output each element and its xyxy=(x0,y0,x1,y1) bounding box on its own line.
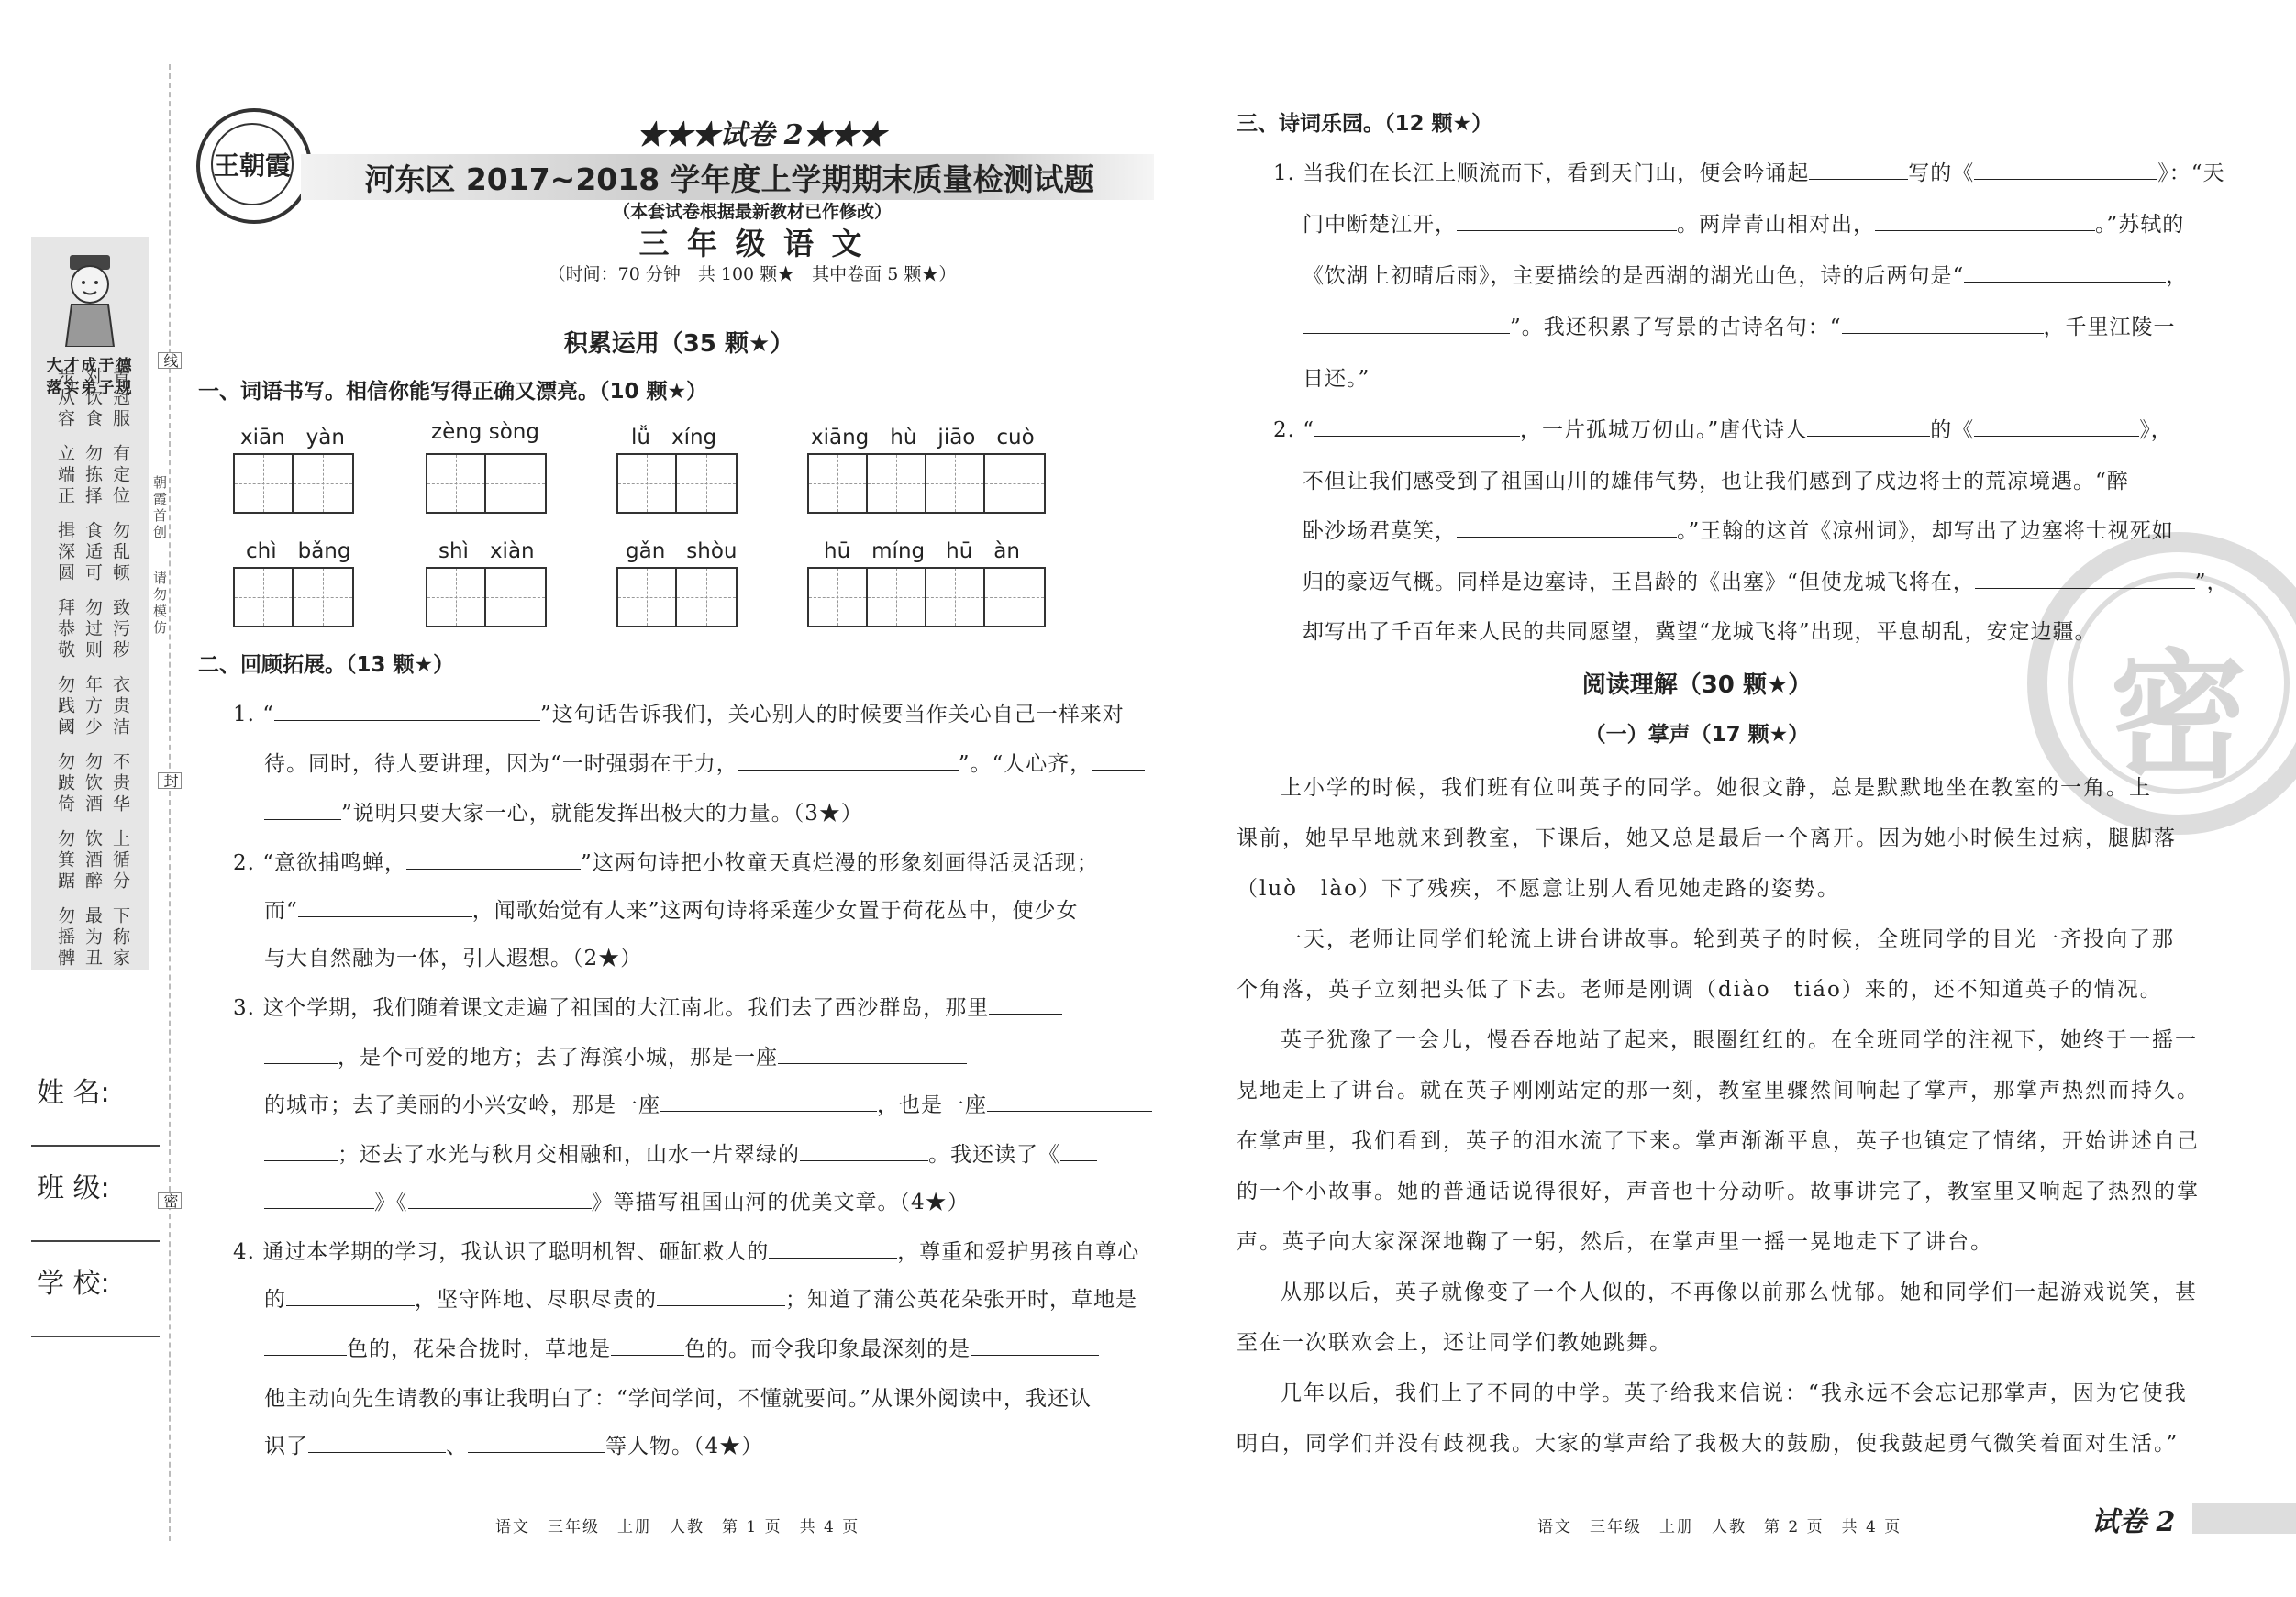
answer-grid-shixian[interactable] xyxy=(426,567,547,627)
q3-line-2: 门中断楚江开， 。两岸青山相对出， 。”苏轼的 xyxy=(1303,213,2185,237)
brand-logo xyxy=(196,108,312,224)
reading-title: 阅读理解（30 颗★） xyxy=(1581,671,1813,699)
answer-blank[interactable] xyxy=(989,995,1062,1015)
q3-line-5: 日还。” xyxy=(1303,367,1370,391)
pinyin-shixian: shì xiàn xyxy=(438,539,535,563)
answer-blank[interactable] xyxy=(987,1092,1152,1112)
answer-blank[interactable] xyxy=(1457,518,1677,538)
answer-blank[interactable] xyxy=(657,1287,785,1306)
section-accumulation-title: 积累运用（35 颗★） xyxy=(563,330,794,358)
answer-blank[interactable] xyxy=(264,1190,374,1209)
rule-column: 揖深圆 xyxy=(55,521,75,584)
q2-line-11: 》《 》等描写祖国山河的优美文章。（4★） xyxy=(264,1185,970,1215)
passage-line: 几年以后，我们上了不同的中学。英子给我来信说：“我永远不会忘记那掌声，因为它使我 xyxy=(1281,1381,2188,1405)
passage-line: 明白，同学们并没有歧视我。大家的掌声给了我极大的鼓励，使我鼓起勇气微笑着面对生活。” xyxy=(1237,1432,2180,1456)
rule-column: 置冠服 xyxy=(110,367,130,430)
answer-blank[interactable] xyxy=(1457,212,1677,231)
pinyin-lvxing: lǚ xíng xyxy=(631,426,717,449)
q2-line-6: 与大自然融为一体，引人遐想。（2★） xyxy=(264,947,643,970)
class-field[interactable] xyxy=(31,1240,160,1242)
pinyin-chibang: chì bǎng xyxy=(246,539,351,563)
passage-line: 上小学的时候，我们班有位叫英子的同学。她很文静，总是默默地坐在教室的一角。上 xyxy=(1281,776,2152,800)
passage-line: 声。英子向大家深深地鞠了一躬，然后，在掌声里一摇一晃地走下了讲台。 xyxy=(1237,1230,1993,1254)
answer-blank[interactable] xyxy=(308,1434,446,1453)
answer-blank[interactable] xyxy=(298,898,472,917)
brand-logo-text: 王朝霞 xyxy=(211,123,294,205)
q2-line-4: 2. “意欲捕鸣蝉， ”这两句诗把小牧童天真烂漫的形象刻画得活灵活现； xyxy=(233,851,1099,875)
passage-line: 至在一次联欢会上，还让同学们教她跳舞。 xyxy=(1237,1331,1672,1355)
rule-column: 食适可 xyxy=(83,521,103,584)
paper-label: ★★★试卷 2★★★ xyxy=(637,119,886,151)
motto-line-2: 落实弟子规 xyxy=(46,379,134,397)
answer-blank[interactable] xyxy=(660,1092,877,1112)
footer-page-2: 语文 三年级 上册 人教 第 2 页 共 4 页 xyxy=(1537,1518,1902,1536)
q3-line-1: 1. 当我们在长江上顺流而下，看到天门山，便会吟诵起 写的《 》：“天 xyxy=(1273,161,2225,185)
paper-tag: 试卷 2 xyxy=(2091,1506,2176,1538)
rule-column: 最为丑 xyxy=(83,906,103,970)
rule-column: 勿摇髀 xyxy=(55,906,75,970)
answer-grid-xianyan[interactable] xyxy=(233,453,354,514)
rule-column: 不贵华 xyxy=(110,752,130,815)
pinyin-xianyan: xiān yàn xyxy=(240,426,345,449)
cut-mark-line: 线 xyxy=(158,352,182,369)
rule-column: 勿践阈 xyxy=(55,675,75,738)
answer-blank[interactable] xyxy=(738,751,959,771)
q2-line-8: ，是个可爱的地方；去了海滨小城，那是一座 xyxy=(264,1040,967,1070)
passage-title: （一）掌声（17 颗★） xyxy=(1584,723,1810,747)
q1-heading: 一、词语书写。相信你能写得正确又漂亮。（10 颗★） xyxy=(198,380,708,404)
q2-line-12: 4. 通过本学期的学习，我认识了聪明机智、砸缸救人的 ，尊重和爱护男孩自尊心 xyxy=(233,1240,1140,1264)
rule-column: 致污秽 xyxy=(110,598,130,661)
answer-blank[interactable] xyxy=(406,850,581,870)
q2-line-14: 色的，花朵合拢时，草地是 色的。而令我印象最深刻的是 xyxy=(264,1332,1099,1362)
answer-blank[interactable] xyxy=(1974,161,2157,180)
answer-blank[interactable] xyxy=(1314,417,1520,437)
passage-line: 一天，老师让同学们轮流上讲台讲故事。轮到英子的时候，全班同学的目光一齐投向了那 xyxy=(1281,927,2175,951)
q3-line-3: 《饮湖上初晴后雨》，主要描绘的是西湖的湖光山色，诗的后两句是“ ， xyxy=(1303,264,2189,288)
pinyin-ganshou: gǎn shòu xyxy=(626,539,738,563)
school-label: 学 校: xyxy=(37,1268,110,1300)
answer-grid-ganshou[interactable] xyxy=(616,567,738,627)
q2-line-16: 识了 、 等人物。（4★） xyxy=(264,1435,764,1458)
seal-glyph: 密 xyxy=(2109,636,2247,797)
rule-column: 拜恭敬 xyxy=(55,598,75,661)
answer-blank[interactable] xyxy=(274,702,540,721)
rule-column: 勿箕踞 xyxy=(55,829,75,893)
name-label: 姓 名: xyxy=(37,1077,110,1109)
rule-column: 上循分 xyxy=(110,829,130,893)
q3-line-8: 卧沙场君莫笑， 。”王翰的这首《凉州词》，却写出了边塞将士视死如 xyxy=(1303,519,2174,543)
q2-line-7: 3. 这个学期，我们随着课文走遍了祖国的大江南北。我们去了西沙群岛，那里 xyxy=(233,991,1062,1021)
q2-line-9: 的城市；去了美丽的小兴安岭，那是一座 ，也是一座 xyxy=(264,1088,1152,1118)
q2-line-13: 的 ，坚守阵地、尽职尽责的 ；知道了蒲公英花朵张开时，草地是 xyxy=(264,1288,1137,1312)
pinyin-zengsong: zèng sòng xyxy=(431,420,539,444)
name-field[interactable] xyxy=(31,1145,160,1147)
q3-line-6: 2. “ ，一片孤城万仞山。”唐代诗人 的《 》， xyxy=(1273,418,2173,442)
subject-title: 三 年 级 语 文 xyxy=(638,226,866,261)
class-label: 班 级: xyxy=(37,1172,110,1204)
rule-column: 勿跛倚 xyxy=(55,752,75,815)
answer-blank[interactable] xyxy=(1842,315,2044,334)
rule-column: 有定位 xyxy=(110,444,130,507)
answer-blank[interactable] xyxy=(1809,161,1908,180)
exam-title: 河东区 2017~2018 学年度上学期期末质量检测试题 xyxy=(364,161,1094,197)
footer-page-1: 语文 三年级 上册 人教 第 1 页 共 4 页 xyxy=(495,1518,860,1536)
answer-blank[interactable] xyxy=(1974,417,2139,437)
passage-line: 在掌声里，我们看到，英子的泪水流了下来。掌声渐渐平息，英子也镇定了情绪，开始讲述自己 xyxy=(1237,1129,2200,1153)
answer-blank[interactable] xyxy=(1964,263,2166,283)
answer-blank[interactable] xyxy=(1092,751,1145,771)
rule-column: 勿拣择 xyxy=(83,444,103,507)
rule-column: 步从容 xyxy=(55,367,75,430)
pinyin-huminghuan: hū míng hū àn xyxy=(824,539,1020,563)
binding-cut-line xyxy=(169,64,171,1541)
answer-blank[interactable] xyxy=(286,1287,415,1306)
answer-blank[interactable] xyxy=(264,1142,338,1161)
passage-line: 晃地走上了讲台。就在英子刚刚站定的那一刻，教室里骤然间响起了掌声，那掌声热烈而持久。 xyxy=(1237,1079,2200,1103)
q2-line-10: ；还去了水光与秋月交相融和，山水一片翠绿的 。我还读了《 xyxy=(264,1137,1097,1168)
motto-line-1: 大才成于德 xyxy=(46,357,134,375)
rule-column: 饮酒醉 xyxy=(83,829,103,893)
q3-line-7: 不但让我们感受到了祖国山川的雄伟气势，也让我们感到了戍边将士的荒凉境遇。“醉 xyxy=(1303,470,2129,494)
paper-tag-bar xyxy=(2192,1503,2296,1534)
cut-mark-secret: 密 xyxy=(158,1192,182,1209)
answer-blank[interactable] xyxy=(264,801,341,820)
rule-column: 对饮食 xyxy=(83,367,103,430)
cut-mark-seal: 封 xyxy=(158,772,182,789)
q3-line-9: 归的豪迈气概。同样是边塞诗，王昌龄的《出塞》“但使龙城飞将在， ”， xyxy=(1303,571,2229,594)
passage-line: 课前，她早早地就来到教室，下课后，她又总是最后一个离开。因为她小时候生过病，腿脚落 xyxy=(1237,826,2177,850)
rule-column: 勿过则 xyxy=(83,598,103,661)
answer-grid-xianghujiaocuo[interactable] xyxy=(807,453,1046,514)
pinyin-xianghujiaocuo: xiāng hù jiāo cuò xyxy=(811,426,1035,449)
answer-blank[interactable] xyxy=(800,1142,928,1161)
scholar-mascot-icon xyxy=(53,251,127,347)
answer-blank[interactable] xyxy=(264,1336,347,1356)
answer-blank[interactable] xyxy=(1807,417,1930,437)
answer-blank[interactable] xyxy=(1975,570,2195,589)
passage-line: 英子犹豫了一会儿，慢吞吞地站了起来，眼圈红红的。在全班同学的注视下，她终于一摇一 xyxy=(1281,1028,2198,1052)
note-original: 朝霞首创 xyxy=(151,475,168,541)
q3-heading: 三、诗词乐园。（12 颗★） xyxy=(1237,112,1493,136)
answer-grid-zengsong[interactable] xyxy=(426,453,547,514)
answer-blank[interactable] xyxy=(1875,212,2095,231)
note-no-copy: 请勿模仿 xyxy=(151,571,168,637)
rule-column: 年方少 xyxy=(83,675,103,738)
passage-line: （luò lào）下了残疾，不愿意让别人看见她走路的姿势。 xyxy=(1237,877,1840,901)
rule-column: 衣贵洁 xyxy=(110,675,130,738)
rule-column: 立端正 xyxy=(55,444,75,507)
exam-info: （时间：70 分钟 共 100 颗★ 其中卷面 5 颗★） xyxy=(548,264,957,284)
passage-line: 从那以后，英子就像变了一个人似的，不再像以前那么忧郁。她和同学们一起游戏说笑，甚 xyxy=(1281,1281,2198,1304)
answer-grid-lvxing[interactable] xyxy=(616,453,738,514)
edition-note: （本套试卷根据最新教材已作修改） xyxy=(612,202,892,222)
answer-blank[interactable] xyxy=(611,1336,684,1356)
rule-column: 勿饮酒 xyxy=(83,752,103,815)
q2-line-15: 他主动向先生请教的事让我明白了：“学问学问，不懂就要问。”从课外阅读中，我还认 xyxy=(264,1387,1093,1411)
answer-blank[interactable] xyxy=(971,1336,1099,1356)
answer-grid-huminghuan[interactable] xyxy=(807,567,1046,627)
answer-blank[interactable] xyxy=(1060,1142,1097,1161)
q2-line-5: 而“ ，闻歌始觉有人来”这两句诗将采莲少女置于荷花丛中，使少女 xyxy=(264,899,1079,923)
q3-line-4: ”。我还积累了写景的古诗名句：“ ，千里江陵一 xyxy=(1303,310,2176,340)
answer-blank[interactable] xyxy=(408,1190,592,1209)
rule-column: 勿乱顿 xyxy=(110,521,130,584)
q2-line-3: ”说明只要大家一心，就能发挥出极大的力量。（3★） xyxy=(264,796,863,826)
answer-blank[interactable] xyxy=(1303,315,1510,334)
answer-blank[interactable] xyxy=(778,1045,967,1064)
passage-line: 的一个小故事。她的普通话说得很好，声音也十分动听。故事讲完了，教室里又响起了热烈的掌 xyxy=(1237,1180,2200,1203)
school-field[interactable] xyxy=(31,1336,160,1337)
answer-blank[interactable] xyxy=(264,1045,338,1064)
q3-line-10: 却写出了千百年来人民的共同愿望，冀望“龙城飞将”出现，平息胡乱，安定边疆。 xyxy=(1303,620,2097,644)
q2-line-2: 待。同时，待人要讲理，因为“一时强弱在于力， ”。“人心齐， xyxy=(264,747,1145,777)
q2-line-1: 1. “ ”这句话告诉我们，关心别人的时候要当作关心自己一样来对 xyxy=(233,703,1125,726)
answer-grid-chibang[interactable] xyxy=(233,567,354,627)
passage-line: 个角落，英子立刻把头低了下去。老师是刚调（diào tiáo）来的，还不知道英子的情况。 xyxy=(1237,978,2163,1002)
answer-blank[interactable] xyxy=(769,1239,897,1259)
answer-blank[interactable] xyxy=(468,1434,605,1453)
q2-heading: 二、回顾拓展。（13 颗★） xyxy=(198,653,455,677)
rule-column: 下称家 xyxy=(110,906,130,970)
